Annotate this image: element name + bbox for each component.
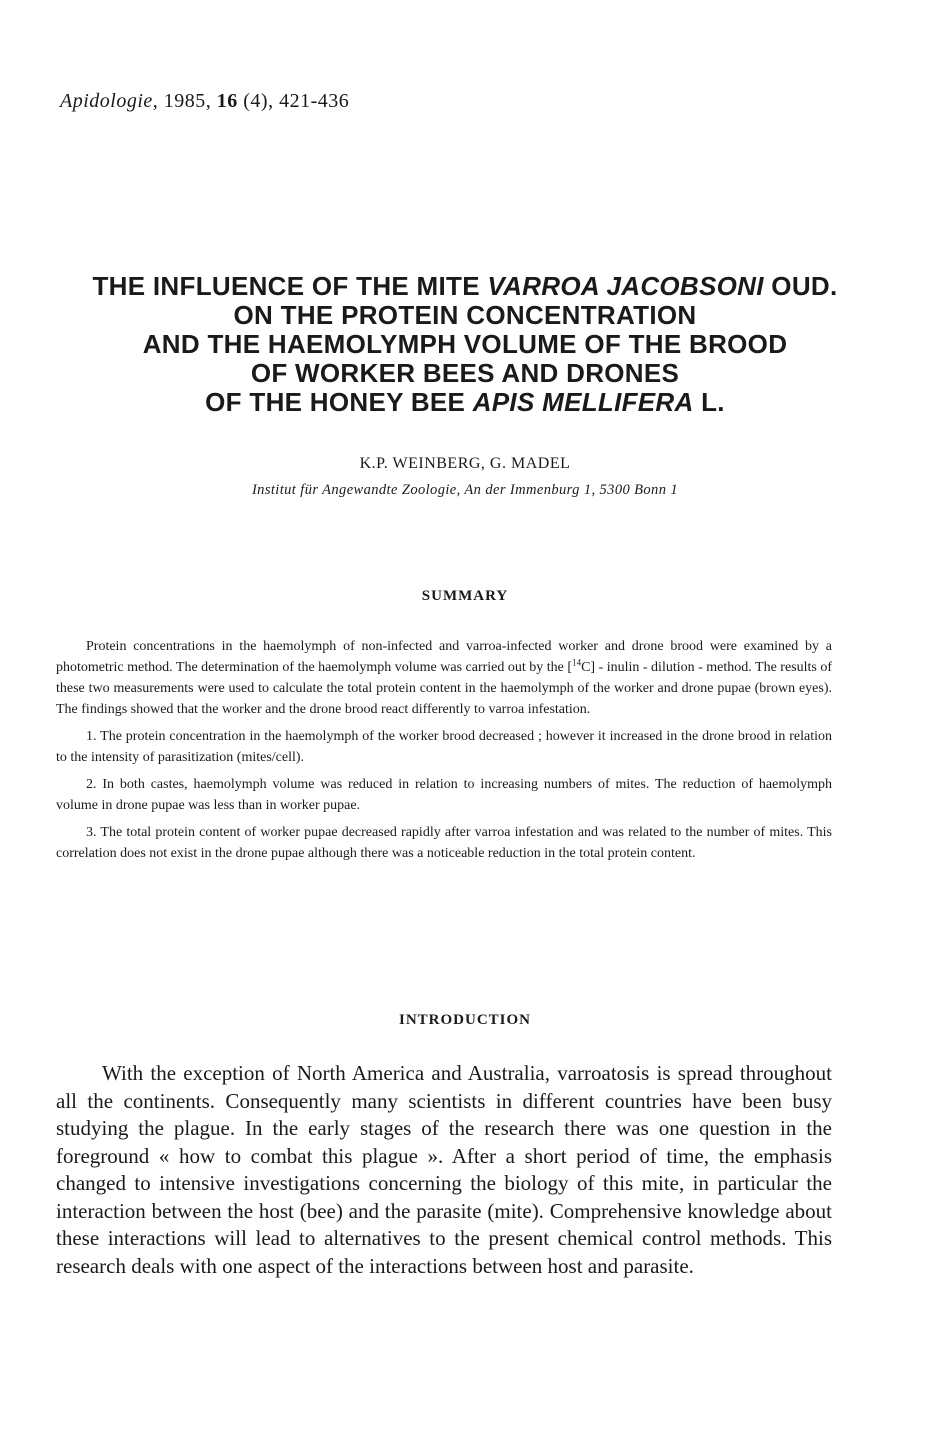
summary-paragraph-1: Protein concentrations in the haemolymph of non-infected and varroa-infected worker and drone brood were examined by a photometric method. The determination of the haemolymph volume was carried out by the [$^{14}$C] - inulin - dilution - method. The results of these two measurements were used to calculate the total protein content in the haemolymph of the worker and drone pupae (brown eyes). The findings showed that the worker and the drone brood react differently to varroa infestation. [56, 639, 833, 717]
title-line-4: OF WORKER BEES AND DRONES [250, 358, 680, 388]
summary-paragraph-3: 2. In both castes, haemolymph volume was reduced in relation to increasing numbers of mites. The reduction of haemolymph volume in drone pupae was less than in worker pupae. [56, 777, 832, 813]
journal-year: 1985, [163, 90, 212, 112]
summary-heading: SUMMARY [421, 588, 509, 604]
title-line-5: OF THE HONEY BEE APIS MELLIFERA L. [205, 387, 725, 417]
introduction-heading: INTRODUCTION [398, 1012, 531, 1028]
journal-volume: 16 [216, 90, 238, 112]
title-line-1: THE INFLUENCE OF THE MITE VARROA JACOBSONI OUD. [92, 271, 838, 301]
journal-issue-pages: (4), 421-436 [243, 90, 350, 112]
affiliation: Institut für Angewandte Zoologie, An der Immenburg 1, 5300 Bonn 1 [251, 482, 679, 498]
summary-paragraph-4: 3. The total protein content of worker pupae decreased rapidly after varroa infestation and was related to the number of mites. This correlation does not exist in the drone pupae although there was a noticeable reduction in the total protein content. [56, 825, 832, 861]
journal-name: Apidologie, [60, 90, 159, 112]
title-line-3: AND THE HAEMOLYMPH VOLUME OF THE BROOD [142, 329, 788, 359]
paper-title [0, 272, 930, 417]
summary-paragraph-2: 1. The protein concentration in the haemolymph of the worker brood decreased ; however it increased in the drone brood in relation to the intensity of parasitization (mites/cell). [56, 729, 832, 765]
title-line-2: ON THE PROTEIN CONCENTRATION [233, 300, 697, 330]
introduction-paragraph: With the exception of North America and Australia, varroatosis is spread throughout all the continents. Consequently many scientists in different countries have been busy studying the plague. In the early stages of the research there was one question in the foreground « how to combat this plague ». After a short period of time, the emphasis changed to intensive investigations concerning the biology of this mite, in particular the interaction between the host (bee) and the parasite (mite). Comprehensive knowledge about these interactions will lead to alternatives to the present chemical control methods. This research deals with one aspect of the interactions between host and parasite. [56, 1061, 832, 1278]
authors: K.P. WEINBERG, G. MADEL [359, 455, 571, 472]
summary-section [56, 636, 832, 870]
journal-citation [60, 90, 349, 113]
